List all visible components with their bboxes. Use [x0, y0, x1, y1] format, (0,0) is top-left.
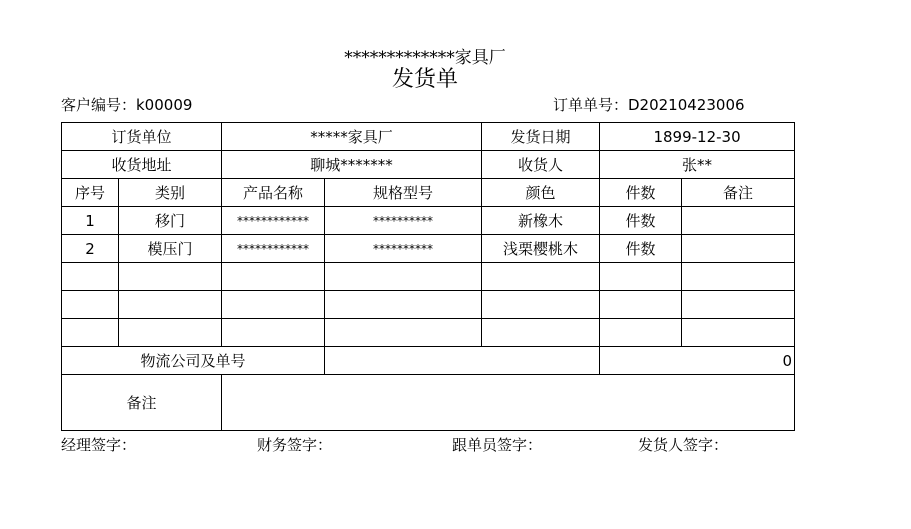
- logistics-amount: 0: [600, 347, 795, 375]
- follower-signature-label: 跟单员签字：: [452, 436, 543, 454]
- row-no: 2: [62, 235, 119, 263]
- column-header-color: 颜色: [482, 179, 600, 207]
- empty-cell: [325, 319, 482, 347]
- empty-cell: [682, 263, 795, 291]
- remarks-row: [62, 375, 795, 431]
- empty-cell: [325, 263, 482, 291]
- empty-cell: [600, 291, 682, 319]
- receiver-value: 张**: [600, 151, 795, 179]
- empty-cell: [325, 291, 482, 319]
- empty-cell: [482, 319, 600, 347]
- row-spec: **********: [325, 207, 482, 235]
- address-label: 收货地址: [62, 151, 222, 179]
- order-unit-value: *****家具厂: [222, 123, 482, 151]
- empty-row: [62, 319, 795, 347]
- empty-row: [62, 263, 795, 291]
- address-value: 聊城*******: [222, 151, 482, 179]
- empty-cell: [682, 319, 795, 347]
- empty-row: [62, 291, 795, 319]
- logistics-value: [325, 347, 600, 375]
- logistics-row: [62, 347, 795, 375]
- column-header-product: 产品名称: [222, 179, 325, 207]
- empty-cell: [222, 319, 325, 347]
- row-category: 移门: [119, 207, 222, 235]
- row-color: 新橡木: [482, 207, 600, 235]
- manager-signature-label: 经理签字：: [61, 436, 137, 454]
- column-header-spec: 规格型号: [325, 179, 482, 207]
- row-spec: **********: [325, 235, 482, 263]
- customer-number: 客户编号：k00009: [61, 96, 193, 114]
- column-header-qty: 件数: [600, 179, 682, 207]
- ship-date-value: 1899-12-30: [600, 123, 795, 151]
- empty-cell: [482, 291, 600, 319]
- row-no: 1: [62, 207, 119, 235]
- empty-cell: [62, 291, 119, 319]
- logistics-label: 物流公司及单号: [62, 347, 325, 375]
- column-header-row: [62, 179, 795, 207]
- column-header-no: 序号: [62, 179, 119, 207]
- column-header-category: 类别: [119, 179, 222, 207]
- table-row: [62, 207, 795, 235]
- empty-cell: [119, 263, 222, 291]
- row-qty: 件数: [600, 235, 682, 263]
- row-note: [682, 235, 795, 263]
- row-color: 浅栗樱桃木: [482, 235, 600, 263]
- empty-cell: [600, 319, 682, 347]
- shipper-signature-label: 发货人签字：: [638, 436, 729, 454]
- empty-cell: [682, 291, 795, 319]
- order-unit-label: 订货单位: [62, 123, 222, 151]
- column-header-note: 备注: [682, 179, 795, 207]
- info-row-address: [62, 151, 795, 179]
- empty-cell: [222, 263, 325, 291]
- row-product: ************: [222, 235, 325, 263]
- table-row: [62, 235, 795, 263]
- finance-signature-label: 财务签字：: [257, 436, 333, 454]
- remarks-label: 备注: [62, 375, 222, 431]
- empty-cell: [482, 263, 600, 291]
- empty-cell: [600, 263, 682, 291]
- shipping-form-table: [61, 122, 795, 431]
- row-category: 模压门: [119, 235, 222, 263]
- empty-cell: [222, 291, 325, 319]
- empty-cell: [62, 263, 119, 291]
- info-row-order-unit: [62, 123, 795, 151]
- row-note: [682, 207, 795, 235]
- empty-cell: [119, 319, 222, 347]
- ship-date-label: 发货日期: [482, 123, 600, 151]
- empty-cell: [119, 291, 222, 319]
- empty-cell: [62, 319, 119, 347]
- company-name: *************家具厂: [344, 48, 506, 68]
- document-title: 发货单: [391, 67, 458, 92]
- remarks-value: [222, 375, 795, 431]
- row-product: ************: [222, 207, 325, 235]
- receiver-label: 收货人: [482, 151, 600, 179]
- row-qty: 件数: [600, 207, 682, 235]
- order-number: 订单单号：D20210423006: [553, 96, 745, 114]
